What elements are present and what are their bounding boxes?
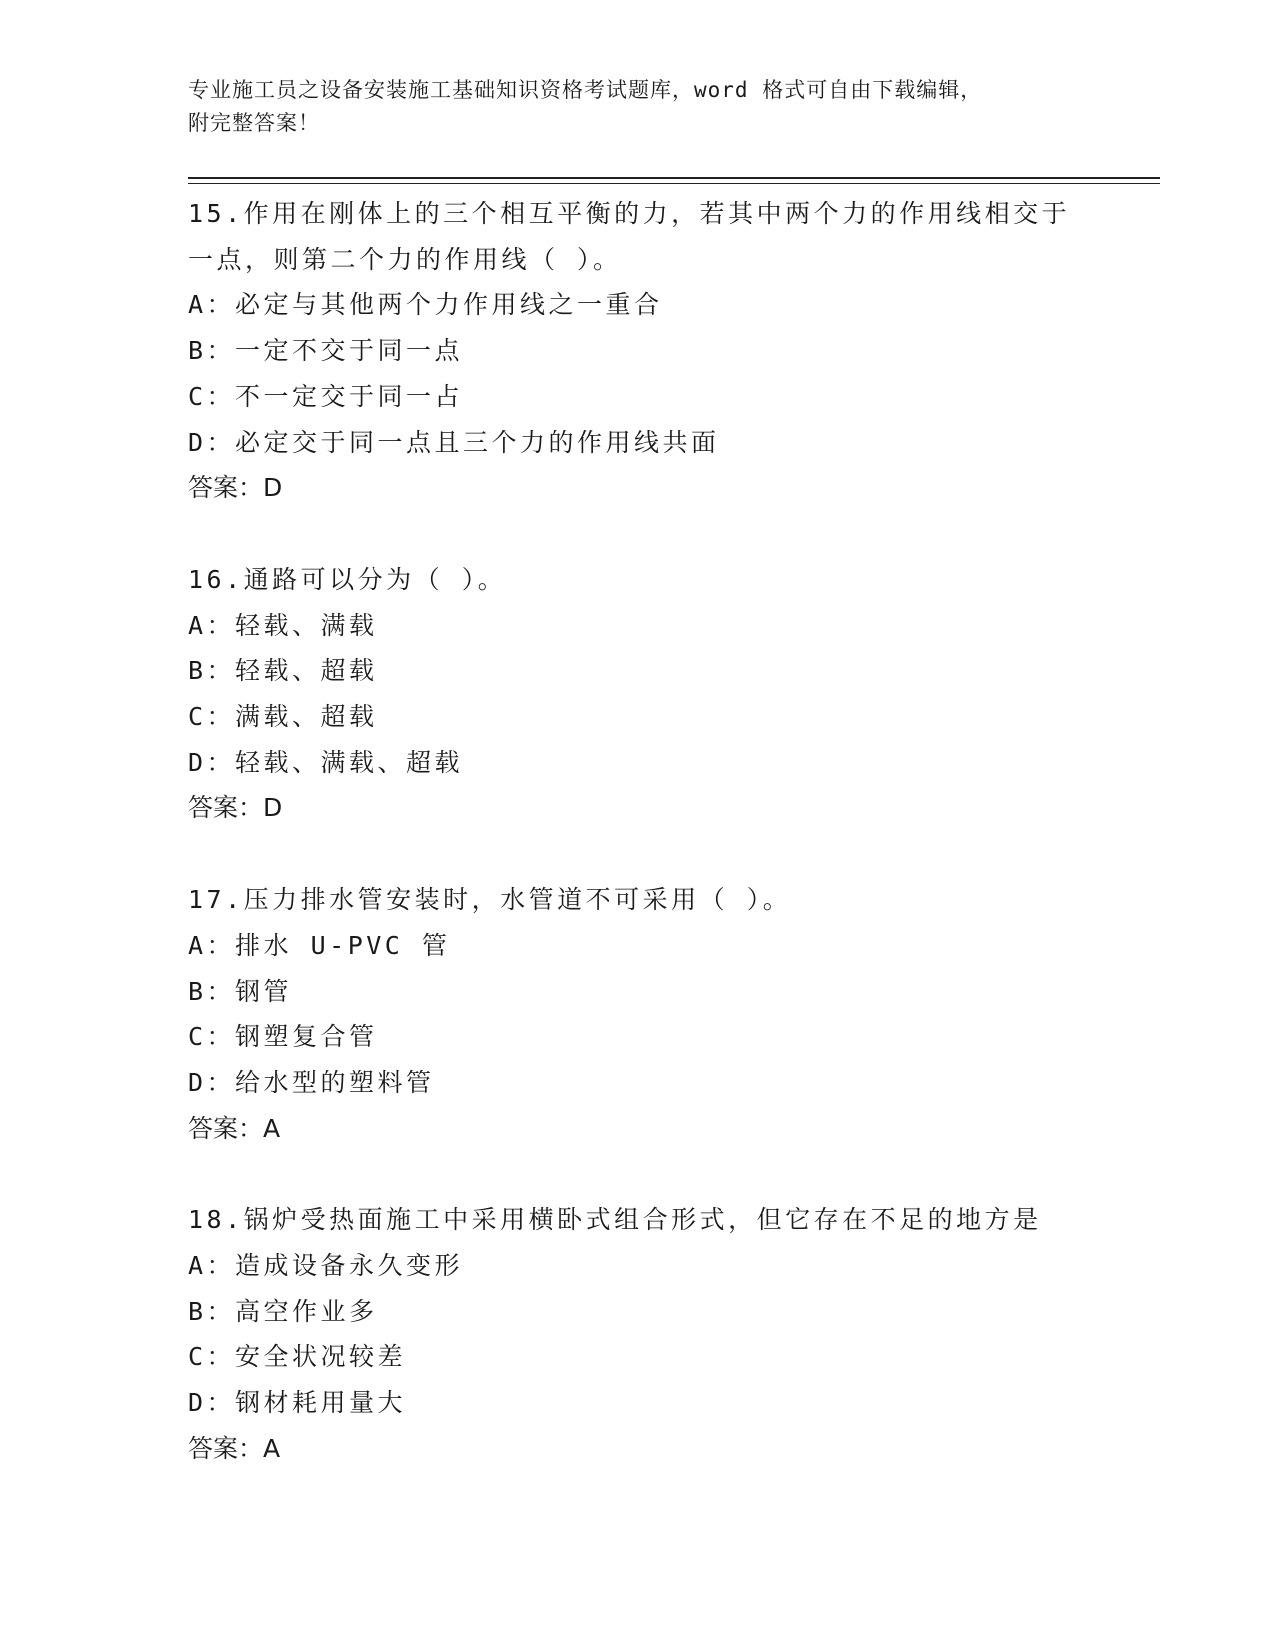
question-15 bbox=[188, 191, 1128, 511]
option-b: B：高空作业多 bbox=[188, 1296, 378, 1326]
option-a: A：必定与其他两个力作用线之一重合 bbox=[188, 290, 663, 320]
option-b: B：钢管 bbox=[188, 976, 293, 1006]
option-b: B：轻载、超载 bbox=[188, 656, 378, 686]
option-d: D：给水型的塑料管 bbox=[188, 1067, 435, 1097]
answer: 答案：A bbox=[188, 1113, 281, 1143]
option-b: B：一定不交于同一点 bbox=[188, 336, 464, 366]
option-a: A：造成设备永久变形 bbox=[188, 1251, 464, 1281]
question-17 bbox=[188, 877, 1128, 1151]
option-d: D：必定交于同一点且三个力的作用线共面 bbox=[188, 427, 720, 457]
answer: 答案：D bbox=[188, 793, 283, 823]
question-text: 一点，则第二个力的作用线（ ）。 bbox=[188, 244, 622, 274]
answer: 答案：D bbox=[188, 473, 283, 503]
answer: 答案：A bbox=[188, 1433, 281, 1463]
option-d: D：钢材耗用量大 bbox=[188, 1388, 407, 1418]
question-list bbox=[188, 191, 1128, 1518]
question-text: 17.压力排水管安装时，水管道不可采用（ ）。 bbox=[188, 885, 792, 915]
question-text: 16.通路可以分为（ ）。 bbox=[188, 564, 507, 594]
document-header bbox=[188, 74, 1068, 140]
option-a: A：排水 U-PVC 管 bbox=[188, 930, 451, 960]
header-line: 专业施工员之设备安装施工基础知识资格考试题库，word 格式可自由下载编辑， bbox=[188, 78, 983, 102]
option-c: C：安全状况较差 bbox=[188, 1342, 407, 1372]
divider-thick bbox=[188, 177, 1160, 179]
divider-thin bbox=[188, 183, 1160, 184]
option-c: C：满载、超载 bbox=[188, 702, 378, 732]
question-text: 15.作用在刚体上的三个相互平衡的力，若其中两个力的作用线相交于 bbox=[188, 199, 1071, 228]
question-16 bbox=[188, 557, 1128, 831]
option-a: A：轻载、满载 bbox=[188, 610, 378, 640]
header-line: 附完整答案！ bbox=[188, 111, 320, 135]
question-text: 18.锅炉受热面施工中采用横卧式组合形式，但它存在不足的地方是 bbox=[188, 1205, 1042, 1235]
option-c: C：钢塑复合管 bbox=[188, 1022, 378, 1052]
option-c: C：不一定交于同一占 bbox=[188, 381, 464, 411]
question-18 bbox=[188, 1197, 1128, 1471]
option-d: D：轻载、满载、超载 bbox=[188, 747, 464, 777]
